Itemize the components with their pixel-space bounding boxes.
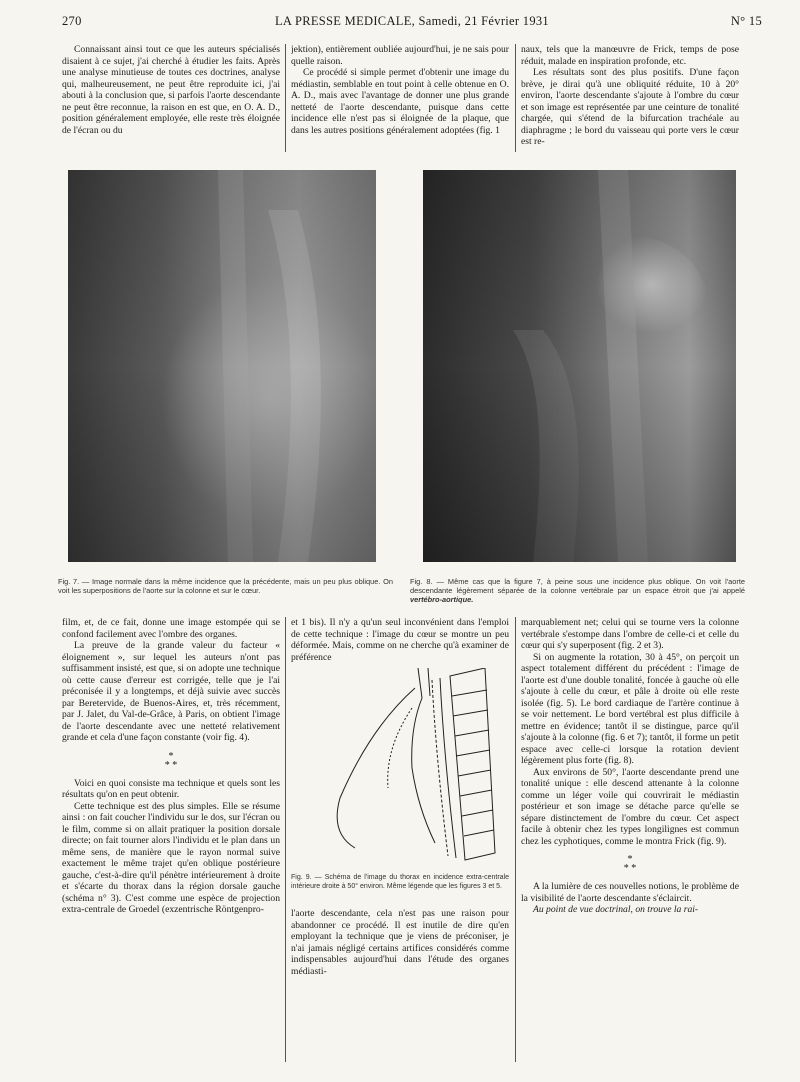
- page-header: [62, 12, 762, 32]
- paragraph: Les résultats sont des plus positifs. D'une façon brève, je dirai qu'à une obliquité réduite, 10 à 20° environ, l'aorte descendante s'ajoute à l'ombre du cœur et son image est représentée par une ceinture de tonalité chargée, qui s'étend de la bifurcation trachéale au diaphragme ; le bord du vaisseau qui porte vers le cœur est re-: [521, 67, 739, 147]
- figure-9-caption: Fig. 9. — Schéma de l'image du thorax en incidence extra-centrale intérieure droite à 50° environ. Même légende que les figures 3 et 5.: [291, 874, 509, 890]
- paragraph: Ce procédé si simple permet d'obtenir une image du médiastin, semblable en tout point à celle obtenue en O. A. D., mais avec l'avantage de donner une plus grande netteté de l'aorte descendante, puisque dans cette incidence elle n'est pas si éloignée de la plaque, que dans les autres positions généralement adoptées (fig. 1: [291, 67, 509, 136]
- bottom-column-3: [521, 617, 739, 1067]
- section-break-stars: * * *: [164, 750, 178, 771]
- paragraph: naux, tels que la manœuvre de Frick, temps de pose réduit, malade en inspiration profonde, etc.: [521, 44, 739, 67]
- top-column-3: [521, 44, 739, 152]
- top-column-2: [291, 44, 509, 152]
- column-rule: [285, 44, 286, 152]
- paragraph: l'aorte descendante, cela n'est pas une raison pour abandonner ce procédé. Il est inutile de dire qu'en employant la technique que je viens de préconiser, je n'ai jamais négligé certains artifices considérés comme indispensables aujourd'hui dans l'étude des organes médiasti-: [291, 908, 509, 977]
- paragraph: marquablement net; celui qui se tourne vers la colonne vertébrale s'estompe dans l'ombre de celle-ci et celle du cœur qui s'y superposent (fig. 2 et 3).: [521, 617, 739, 651]
- figure-7-radiograph: [68, 170, 376, 562]
- page-number: 270: [62, 14, 82, 28]
- journal-title: LA PRESSE MEDICALE, Samedi, 21 Février 1931: [274, 14, 549, 28]
- figure-8-radiograph: [423, 170, 736, 562]
- paragraph: jektion), entièrement oubliée aujourd'hui, je ne sais pour quelle raison.: [291, 44, 509, 67]
- column-rule: [515, 617, 516, 1062]
- bottom-column-2-top: [291, 617, 509, 664]
- paragraph: Cette technique est des plus simples. Elle se résume ainsi : on fait coucher l'individu sur le dos, sur l'écran ou le film, comme si on allait pratiquer la position dorsale directe; on fait tourner alors l'individu et le plan dans un même sens, de manière que le rayon normal suive exactement le même trajet qu'en oblique postérieure gauche, c'est-à-dire qu'il pénètre intérieurement à droite et s'écarte du thorax dans la région dorsale gauche (schéma n° 3). C'est comme une espèce de projection extra-centrale de Groedel (exzentrische Röntgenpro-: [62, 800, 280, 915]
- paragraph: La preuve de la grande valeur du facteur « éloignement », sur lequel les auteurs n'ont pas suffisamment insisté, est que, si on adopte une technique où cette cause d'erreur est corrigée, telle que je l'ai préconisée il y a longtemps, et déjà suivie avec succès par Beretervide, de Buenos-Aires, et, très récemment, par J. Jalet, du Val-de-Grâce, à Paris, on obtient l'image de l'aorte descendante avec une netteté relativement grande et cela d'une façon constante (voir fig. 4).: [62, 640, 280, 743]
- paragraph: Voici en quoi consiste ma technique et quels sont les résultats qu'on en peut obtenir.: [62, 777, 280, 800]
- figure-9-diagram: [300, 668, 500, 863]
- paragraph: et 1 bis). Il n'y a qu'un seul inconvénient dans l'emploi de cette technique : l'image du cœur se montre un peu déformée. Mais, comme on ne cherche qu'à examiner de préférence: [291, 617, 509, 663]
- section-break-stars: * * *: [623, 854, 637, 874]
- paragraph: Connaissant ainsi tout ce que les auteurs spécialisés disaient à ce sujet, j'ai cherché à étudier les faits. Après une analyse minutieuse de toutes ces doctrines, analyse qui, malheureusement, ne peut être reproduite ici, j'ai abouti à la conclusion que, si parfois l'aorte descendante ne peut être reconnue, la raison en est que, en O. A. D., position généralement employée, elle reste très éloignée de l'écran ou du: [62, 44, 280, 136]
- figure-8-caption-term: vertébro-aortique.: [410, 595, 474, 604]
- bottom-column-2-bottom: [291, 908, 509, 1068]
- figure-8-caption-text: Fig. 8. — Même cas que la figure 7, à peine sous une incidence plus oblique. On voit l'aorte descendante légèrement séparée de la colonne vertébrale par un espace étroit que j'ai appelé: [410, 577, 745, 595]
- paragraph: Si on augmente la rotation, 30 à 45°, on perçoit un aspect totalement différent du précédent : l'image de l'aorte est d'une double tonalité, foncée à gauche où elle s'ajoute à celle du cœur, et pâle à droite où elle reste isolée (fig. 5). Le bord cardiaque de l'artère continue à se voir nettement. Le bord vertébral est plus difficile à mettre en évidence; tantôt il se distingue, parce qu'il s'ajoute à la colonne (fig. 6 et 7); tantôt, il forme un petit espace avec celle-ci lorsque la rotation devient légèrement plus forte (fig. 8).: [521, 651, 739, 766]
- paragraph: Aux environs de 50°, l'aorte descendante prend une tonalité unique : elle descend attenante à la colonne comme un léger voile qui couvrirait le médiastin postérieur et son image se détache parce qu'elle se sépare distinctement de l'ombre du cœur. Cet aspect facile à obtenir chez les types longilignes est commun chez les cyphotiques, comme le montra Frick (fig. 9).: [521, 766, 739, 847]
- paragraph: film, et, de ce fait, donne une image estompée qui se confond facilement avec l'ombre des organes.: [62, 617, 280, 640]
- figure-8-caption: [410, 577, 745, 604]
- column-rule: [285, 617, 286, 1062]
- issue-number: N° 15: [730, 14, 762, 28]
- paragraph: A la lumière de ces nouvelles notions, le problème de la visibilité de l'aorte descendante s'éclaircit.: [521, 881, 739, 904]
- paragraph: Au point de vue doctrinal, on trouve la rai-: [533, 904, 699, 915]
- top-column-1: [62, 44, 280, 152]
- figure-7-caption: Fig. 7. — Image normale dans la même incidence que la précédente, mais un peu plus oblique. On voit les superpositions de l'aorte sur la colonne et sur le cœur.: [58, 577, 393, 595]
- column-rule: [515, 44, 516, 152]
- bottom-column-1: [62, 617, 280, 1067]
